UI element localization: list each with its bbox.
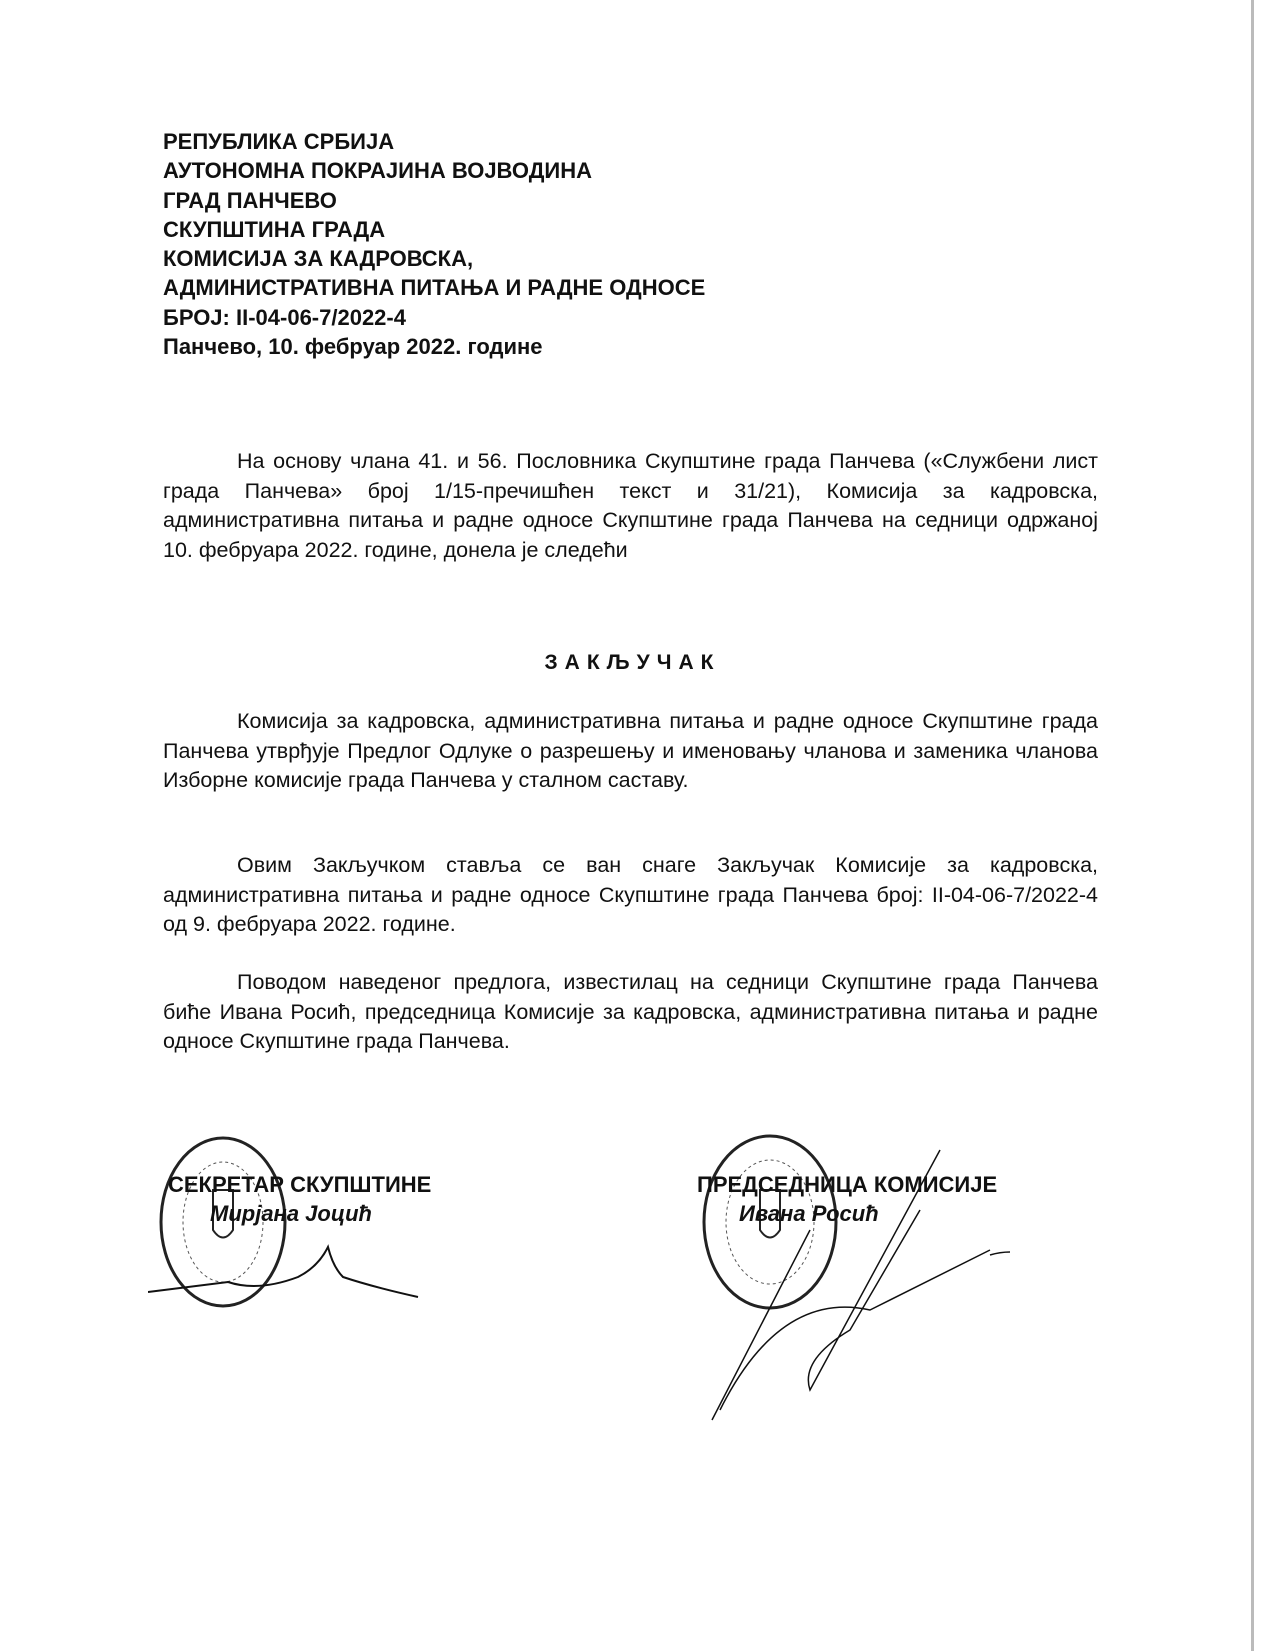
paragraph-text: Комисија за кадровска, административна питања и радне односе Скупштине града Панчева утврђује Предлог Одлуке о разрешењу и именовању чланова и заменика чланова Изборне комисије града Панчева у сталном саставу. [163, 709, 1098, 792]
paragraph-3 [163, 968, 1098, 1057]
preamble-text: На основу члана 41. и 56. Пословника Скупштине града Панчева («Службени лист града Панчева» број 1/15-пречишћен текст и 31/21), Комисија за кадровска, административна питања и радне односе Скупштине града Панчева на седници одржаној 10. фебруара 2022. године, донела је следећи [163, 449, 1098, 562]
document-number: БРОЈ: II-04-06-7/2022-4 [163, 304, 406, 330]
signature-block-chair [697, 1170, 997, 1228]
header-line: ГРАД ПАНЧЕВО [163, 187, 337, 213]
preamble [163, 447, 1098, 565]
signature-name: Мирјана Јоцић [210, 1201, 372, 1226]
document-date: Панчево, 10. фебруар 2022. године [163, 334, 543, 360]
header-line: АДМИНИСТРАТИВНА ПИТАЊА И РАДНЕ ОДНОСЕ [163, 275, 706, 301]
signature-block-secretary [168, 1170, 431, 1228]
paragraph-text: Поводом наведеног предлога, известилац на седници Скупштине града Панчева биће Ивана Росић, председница Комисије за кадровска, административна питања и радне односе Скупштине града Панчева. [163, 970, 1098, 1053]
paragraph-text: Овим Закључком ставља се ван снаге Закључак Комисије за кадровска, административна питања и радне односе Скупштине града Панчева број: II-04-06-7/2022-4 од 9. фебруара 2022. године. [163, 853, 1098, 936]
signature-role: ПРЕДСЕДНИЦА КОМИСИЈЕ [697, 1172, 998, 1197]
signature-left [148, 1247, 418, 1297]
header-line: РЕПУБЛИКА СРБИЈА [163, 129, 395, 154]
paragraph-1 [163, 707, 1098, 796]
document-header [163, 127, 705, 361]
stamp-left [148, 1130, 478, 1330]
page-edge [1251, 0, 1254, 1651]
document-title: ЗАКЉУЧАК [544, 651, 721, 674]
paragraph-2 [163, 851, 1098, 940]
header-line: КОМИСИЈА ЗА КАДРОВСКА, [163, 246, 474, 272]
header-line: СКУПШТИНА ГРАДА [163, 216, 386, 242]
signature-name: Ивана Росић [739, 1201, 879, 1226]
signature-role: СЕКРЕТАР СКУПШТИНЕ [168, 1172, 432, 1197]
header-line: АУТОНОМНА ПОКРАЈИНА ВОЈВОДИНА [163, 158, 592, 184]
